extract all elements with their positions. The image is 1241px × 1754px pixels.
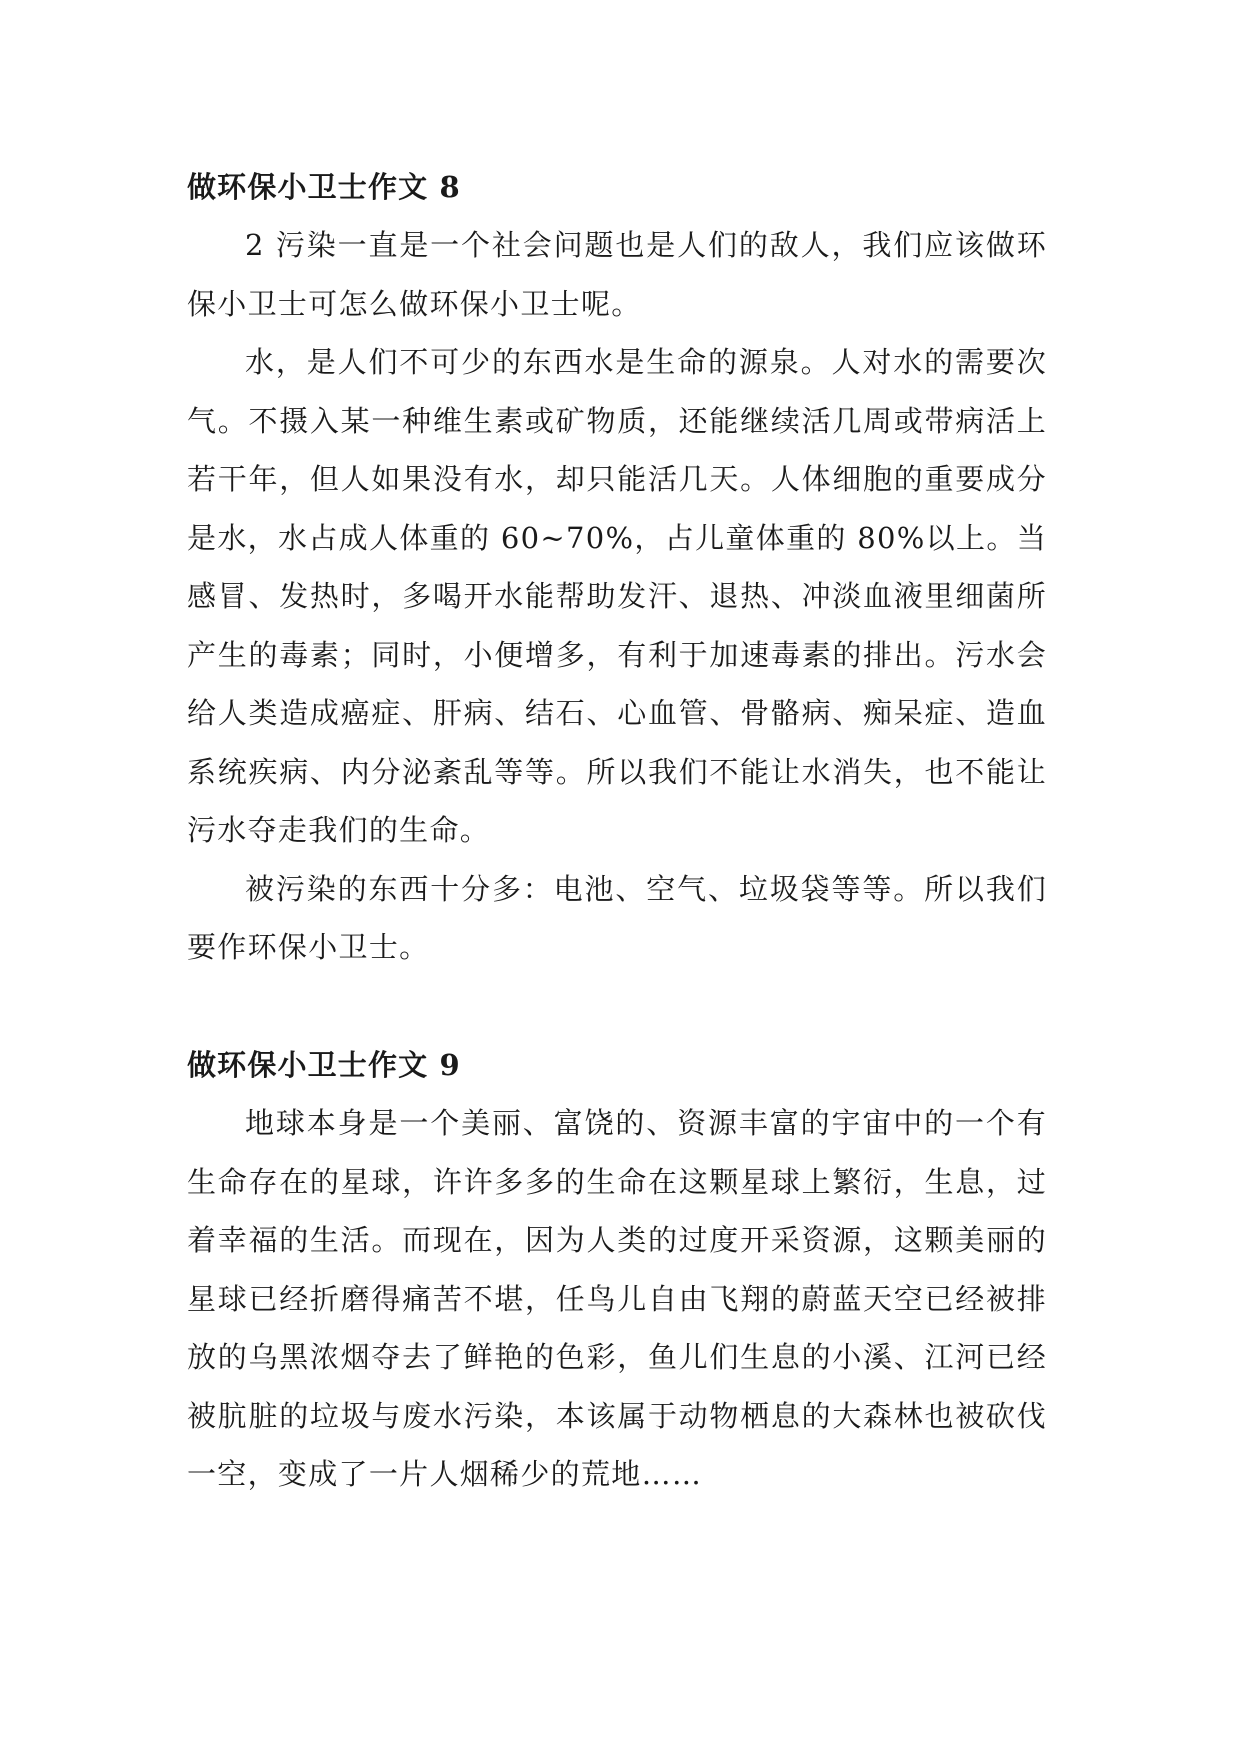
essay-title: 做环保小卫士作文 8 [187, 170, 461, 204]
essay-8 [187, 158, 1047, 977]
essay-paragraph: 被污染的东西十分多：电池、空气、垃圾袋等等。所以我们要作环保小卫士。 [187, 871, 1047, 964]
essay-title: 做环保小卫士作文 9 [187, 1048, 461, 1082]
essay-9 [187, 1036, 1047, 1504]
essay-paragraph: 水，是人们不可少的东西水是生命的源泉。人对水的需要次气。不摄入某一种维生素或矿物质，还能继续活几周或带病活上若干年，但人如果没有水，却只能活几天。人体细胞的重要成分是水，水占成人体重的 60~70%，占儿童体重的 80%以上。当感冒、发热时，多喝开水能帮助发汗、退热、冲淡血液里细菌所产生的毒素；同时，小便增多，有利于加速毒素的排出。污水会给人类造成癌症、肝病、结石、心血管、骨骼病、痴呆症、造血系统疾病、内分泌紊乱等等。所以我们不能让水消失，也不能让污水夺走我们的生命。 [187, 345, 1047, 847]
essay-paragraph: 地球本身是一个美丽、富饶的、资源丰富的宇宙中的一个有生命存在的星球，许许多多的生命在这颗星球上繁衍，生息，过着幸福的生活。而现在，因为人类的过度开采资源，这颗美丽的星球已经折磨得痛苦不堪，任鸟儿自由飞翔的蔚蓝天空已经被排放的乌黑浓烟夺去了鲜艳的色彩，鱼儿们生息的小溪、江河已经被肮脏的垃圾与废水污染，本该属于动物栖息的大森林也被砍伐一空，变成了一片人烟稀少的荒地…… [187, 1106, 1047, 1491]
essay-paragraph: 2 污染一直是一个社会问题也是人们的敌人，我们应该做环保小卫士可怎么做环保小卫士呢。 [187, 228, 1047, 321]
